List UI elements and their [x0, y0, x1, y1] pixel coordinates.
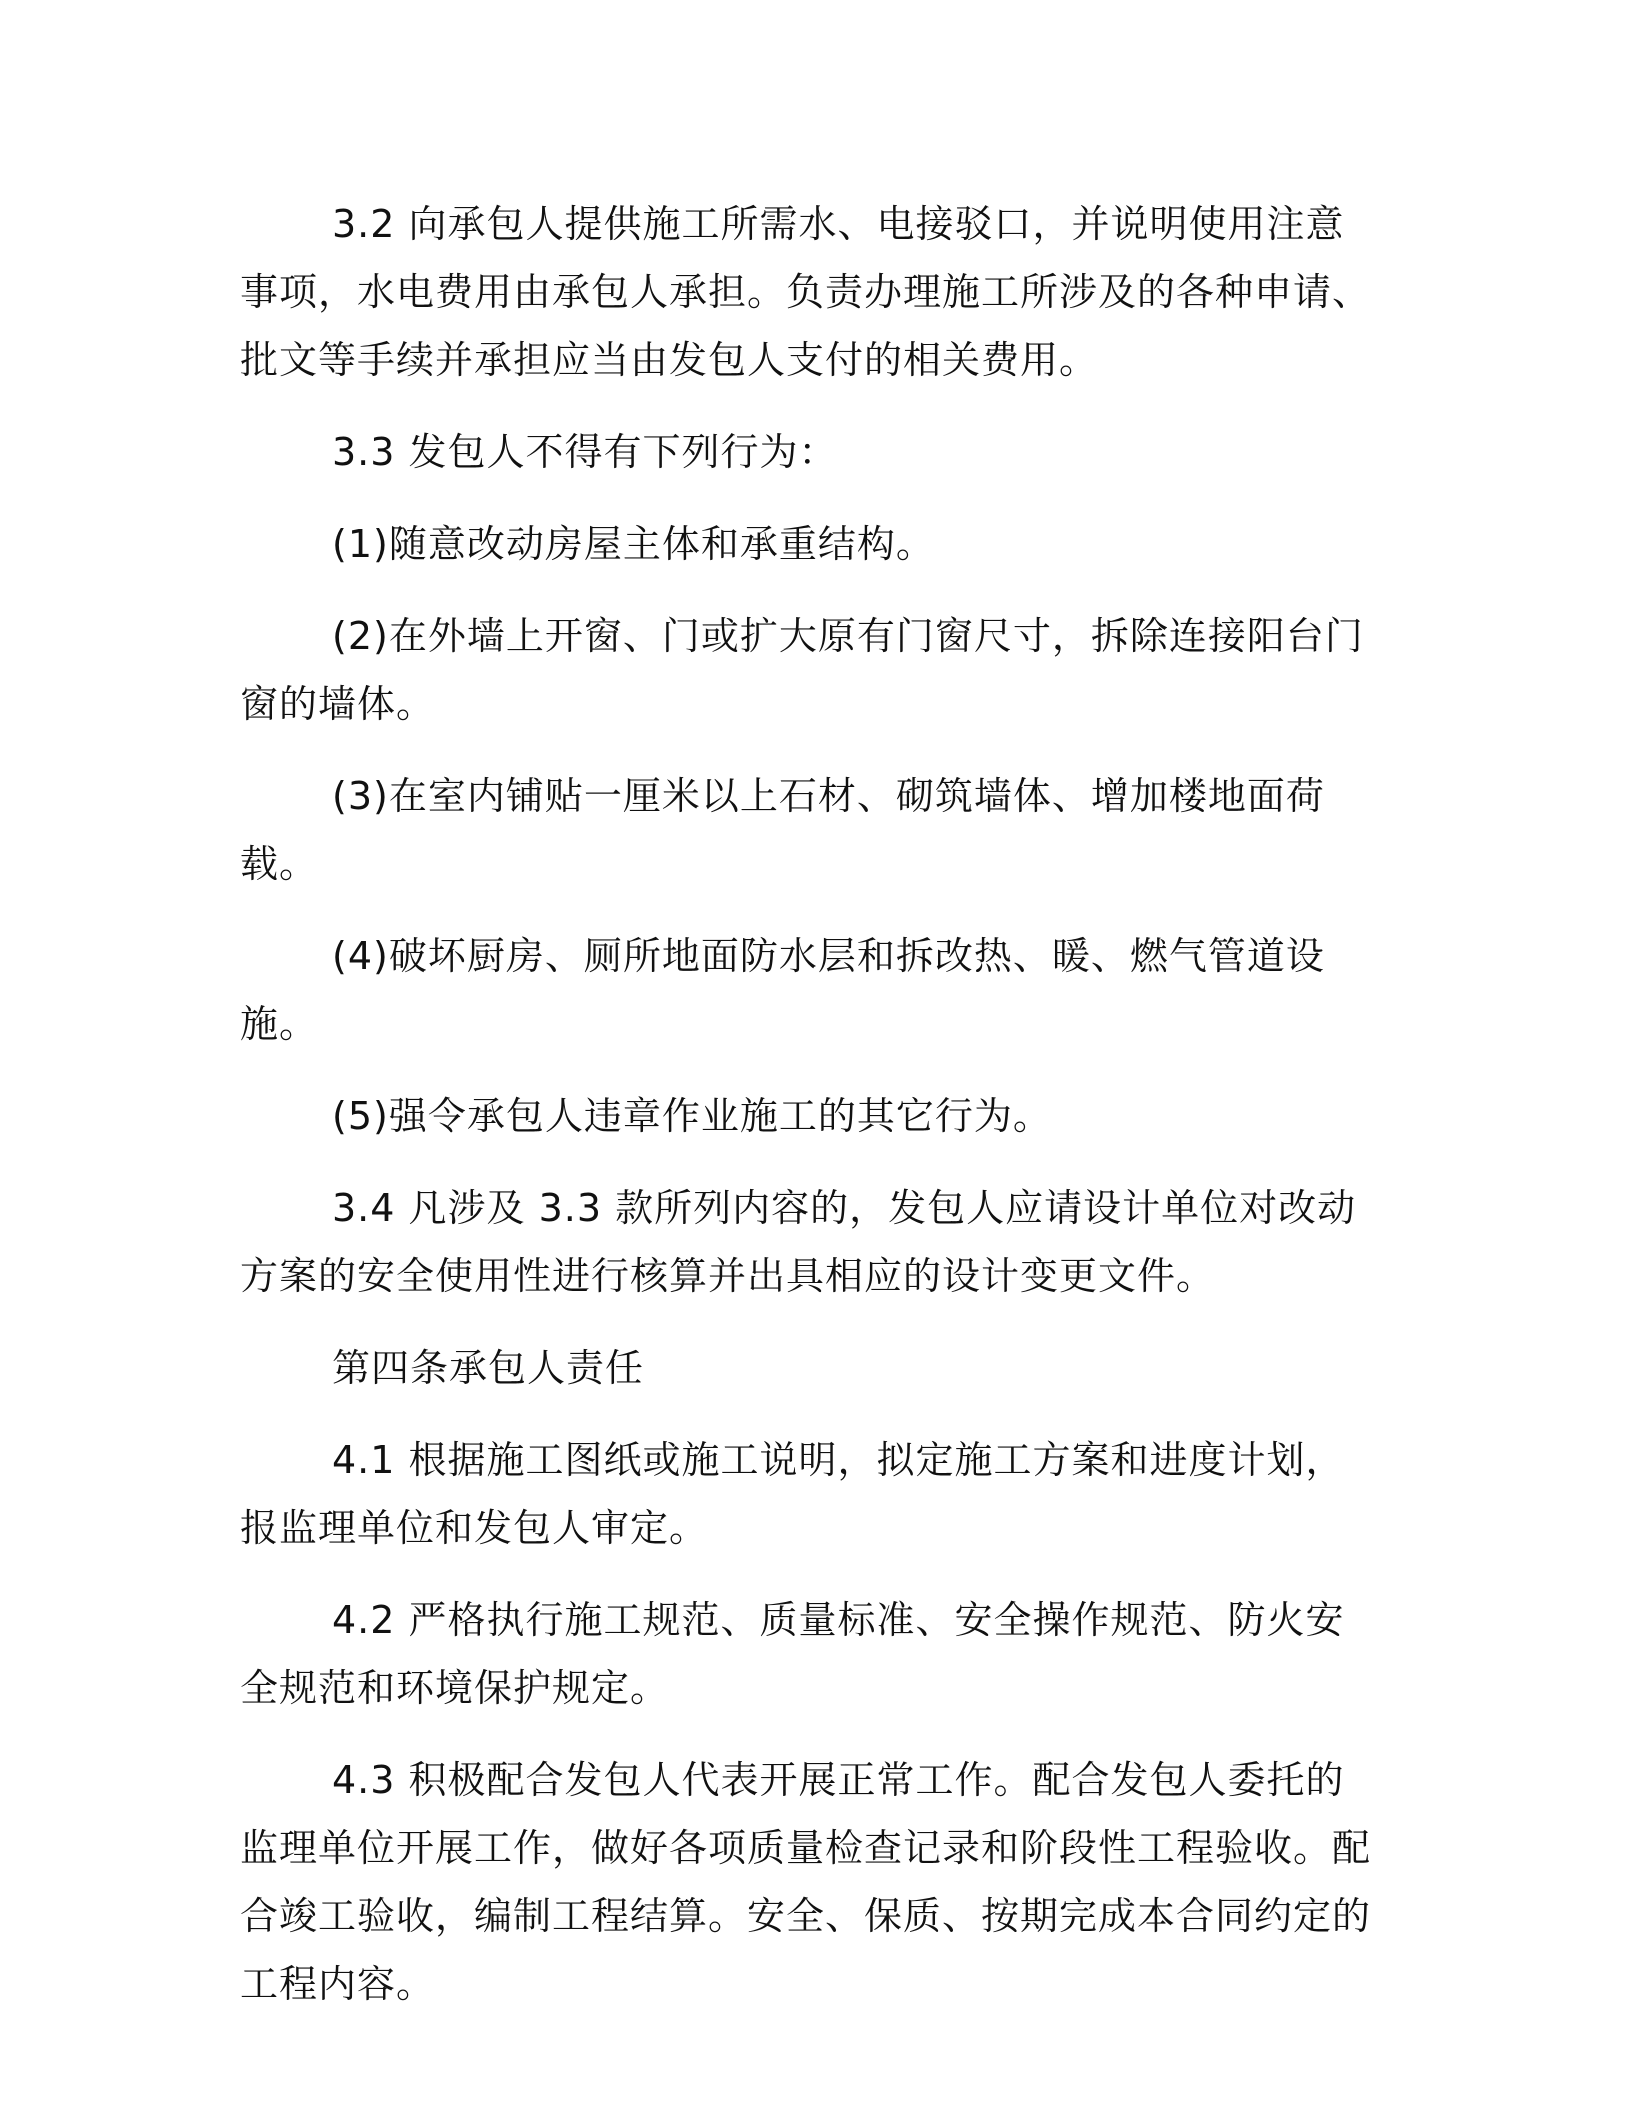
list-item-5: (5)强令承包人违章作业施工的其它行为。 [332, 1094, 1052, 1138]
paragraph-3-2: 3.2 向承包人提供施工所需水、电接驳口，并说明使用注意事项，水电费用由承包人承担。负责办理施工所涉及的各种申请、批文等手续并承担应当由发包人支付的相关费用。 [240, 202, 1372, 382]
paragraph-4-3: 4.3 积极配合发包人代表开展正常工作。配合发包人委托的监理单位开展工作，做好各项质量检查记录和阶段性工程验收。配合竣工验收，编制工程结算。安全、保质、按期完成本合同约定的工程内容。 [240, 1758, 1372, 2006]
paragraph-4-2: 4.2 严格执行施工规范、质量标准、安全操作规范、防火安全规范和环境保护规定。 [240, 1598, 1345, 1710]
list-item-4: (4)破坏厨房、厕所地面防水层和拆改热、暖、燃气管道设施。 [240, 934, 1325, 1046]
list-item-3: (3)在室内铺贴一厘米以上石材、砌筑墙体、增加楼地面荷载。 [240, 774, 1325, 886]
paragraph-4-1: 4.1 根据施工图纸或施工说明，拟定施工方案和进度计划，报监理单位和发包人审定。 [240, 1438, 1345, 1550]
section-heading-article-4: 第四条承包人责任 [332, 1346, 645, 1390]
paragraph-3-3: 3.3 发包人不得有下列行为： [332, 430, 838, 474]
paragraph-3-4: 3.4 凡涉及 3.3 款所列内容的，发包人应请设计单位对改动方案的安全使用性进行核算并出具相应的设计变更文件。 [240, 1186, 1357, 1298]
document-body [240, 190, 1380, 2018]
list-item-2: (2)在外墙上开窗、门或扩大原有门窗尺寸，拆除连接阳台门窗的墙体。 [240, 614, 1364, 726]
list-item-1: (1)随意改动房屋主体和承重结构。 [332, 522, 935, 566]
